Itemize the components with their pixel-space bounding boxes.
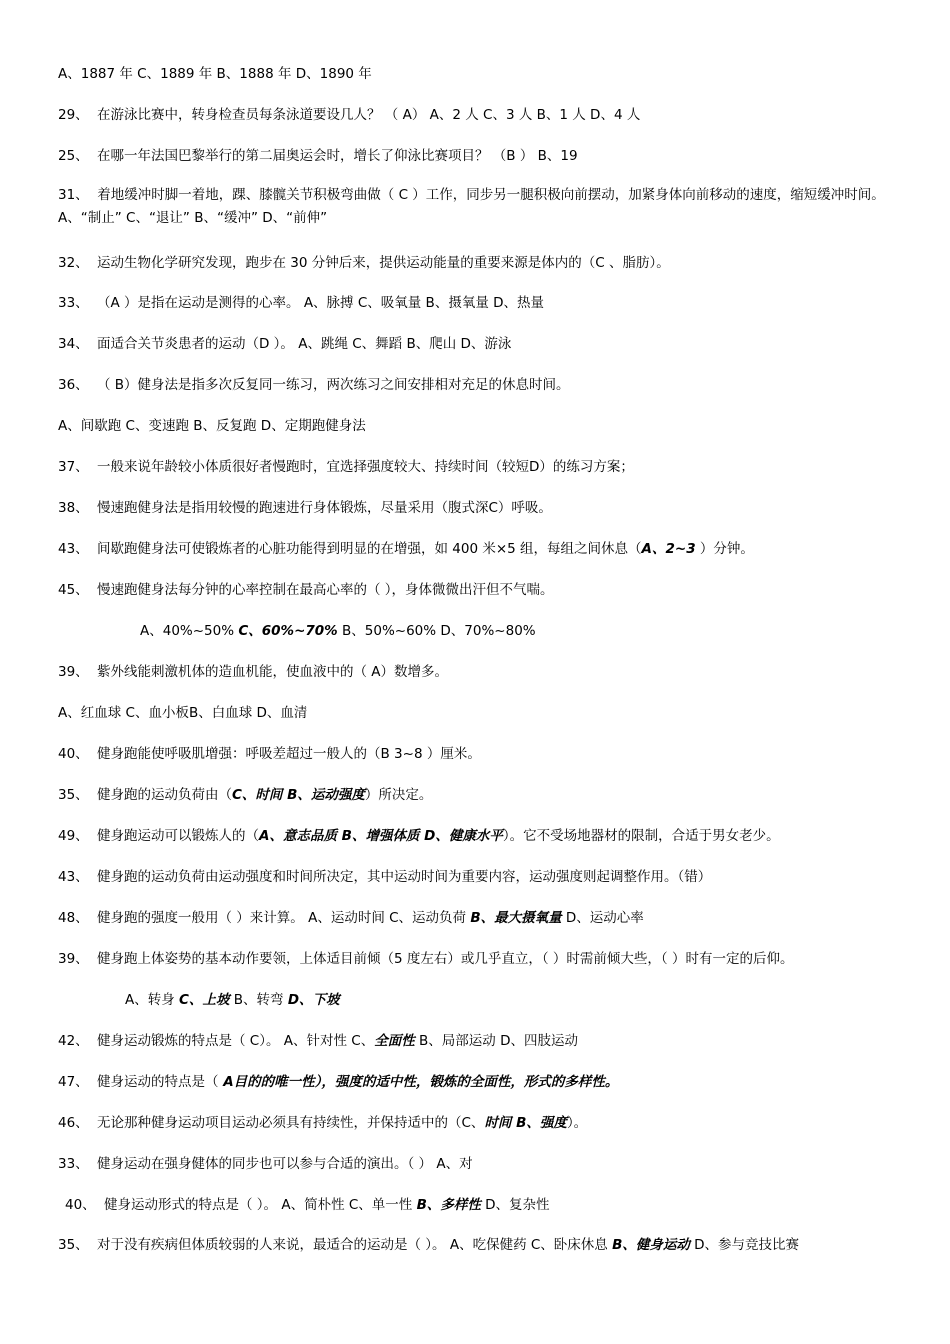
answer-options: A、间歇跑 C、变速跑 B、反复跑 D、定期跑健身法	[58, 418, 366, 434]
question-item	[58, 1236, 799, 1254]
highlighted-answer: 全面性	[374, 1033, 415, 1049]
question-number: 40、	[65, 1197, 96, 1213]
question-text: 健身跑的运动负荷由（	[97, 787, 232, 803]
question-text: B、局部运动 D、四肢运动	[414, 1033, 578, 1049]
question-text: ）。	[566, 1115, 588, 1131]
question-item	[58, 745, 481, 763]
question-item	[58, 376, 570, 394]
question-number: 43、	[58, 541, 89, 557]
question-text: 健身跑的强度一般用（ ）来计算。 A、运动时间 C、运动负荷	[97, 910, 471, 926]
question-text: 面适合关节炎患者的运动（D ）。 A、跳绳 C、舞蹈 B、爬山 D、游泳	[97, 336, 512, 352]
question-item	[58, 909, 644, 927]
question-text: ）所决定。	[364, 787, 433, 803]
question-number: 43、	[58, 869, 89, 885]
question-text: 对于没有疾病但体质较弱的人来说，最适合的运动是（ ）。 A、吃保健药 C、卧床休息	[97, 1237, 613, 1253]
question-number: 36、	[58, 377, 89, 393]
question-text: 健身跑的运动负荷由运动强度和时间所决定，其中运动时间为重要内容，运动强度则起调整作用。（错）	[97, 869, 712, 885]
question-item	[58, 1073, 618, 1091]
question-item	[58, 868, 711, 886]
question-text: ）分钟。	[695, 541, 754, 557]
highlighted-answer: B、多样性	[416, 1197, 481, 1213]
question-item	[58, 786, 432, 804]
question-number: 38、	[58, 500, 89, 516]
answer-options: A、40%~50% C、60%~70% B、50%~60% D、70%~80%	[140, 623, 536, 639]
highlighted-answer: C、时间 B、运动强度	[232, 787, 365, 803]
question-text: 间歇跑健身法可使锻炼者的心脏功能得到明显的在增强，如 400 米×5 组，每组之间休息（	[97, 541, 642, 557]
question-item	[58, 540, 754, 558]
question-text: 紫外线能刺激机体的造血机能，使血液中的（ A）数增多。	[97, 664, 449, 680]
question-item	[58, 294, 544, 312]
question-number: 33、	[58, 1156, 89, 1172]
question-text: D、运动心率	[561, 910, 644, 926]
question-text: 无论那种健身运动项目运动必须具有持续性，并保持适中的（C、	[97, 1115, 485, 1131]
question-text: 健身运动的特点是（	[97, 1074, 219, 1090]
question-text: 着地缓冲时脚一着地，踝、膝髋关节积极弯曲做（ C ）工作，同步另一腿积极向前摆动，加紧身体向前移动的速度，缩短缓冲时间。 A、“制止” C、“退让” B、“缓冲” D、“前伸”	[58, 187, 885, 226]
question-number: 32、	[58, 255, 89, 271]
answer-options: A、红血球 C、血小板B、白血球 D、血清	[58, 705, 308, 721]
question-number: 25、	[58, 148, 89, 164]
question-text: 健身跑上体姿势的基本动作要领，上体适目前倾（5 度左右）或几乎直立，（ ）时需前倾大些，（ ）时有一定的后仰。	[97, 951, 794, 967]
question-number: 37、	[58, 459, 89, 475]
question-number: 35、	[58, 1237, 89, 1253]
question-text: 健身跑能使呼吸肌增强：呼吸差超过一般人的（B 3~8 ）厘米。	[97, 746, 481, 762]
question-item	[58, 499, 552, 517]
question-number: 35、	[58, 787, 89, 803]
question-item	[58, 950, 793, 968]
question-text: （A ）是指在运动是测得的心率。 A、脉搏 C、吸氧量 B、摄氧量 D、热量	[97, 295, 545, 311]
highlighted-answer: C、上坡	[179, 992, 230, 1008]
question-text: 健身运动形式的特点是（ ）。 A、简朴性 C、单一性	[104, 1197, 417, 1213]
question-number: 45、	[58, 582, 89, 598]
question-number: 39、	[58, 951, 89, 967]
highlighted-answer: A、2~3	[641, 541, 696, 557]
question-text: 慢速跑健身法每分钟的心率控制在最高心率的（ ），身体微微出汗但不气喘。	[97, 582, 554, 598]
question-text: 在游泳比赛中，转身检查员每条泳道要设几人？ （ A） A、2 人 C、3 人 B、1 人 D、4 人	[97, 107, 641, 123]
question-number: 29、	[58, 107, 89, 123]
question-item	[58, 1155, 473, 1173]
answer-options: A、转身 C、上坡 B、转弯 D、下坡	[125, 992, 340, 1008]
question-number: 46、	[58, 1115, 89, 1131]
question-number: 33、	[58, 295, 89, 311]
question-text: D、参与竞技比赛	[689, 1237, 800, 1253]
highlighted-answer: A、意志品质 B、增强体质 D、健康水平	[259, 828, 503, 844]
question-item	[58, 663, 448, 681]
question-text: 一般来说年龄较小体质很好者慢跑时，宜选择强度较大、持续时间（较短D）的练习方案；	[97, 459, 634, 475]
question-item	[58, 1114, 587, 1132]
highlighted-answer: A目的的唯一性），强度的适中性，锻炼的全面性，形式的多样性。	[218, 1074, 619, 1090]
question-text: 运动生物化学研究发现，跑步在 30 分钟后来，提供运动能量的重要来源是体内的（C 、脂肪）。	[97, 255, 670, 271]
question-item	[58, 581, 554, 599]
highlighted-answer: B、健身运动	[612, 1237, 690, 1253]
highlighted-answer: 时间 B、强度	[484, 1115, 567, 1131]
question-number: 40、	[58, 746, 89, 762]
question-item	[58, 106, 640, 124]
highlighted-answer: B、最大摄氧量	[470, 910, 562, 926]
question-number: 48、	[58, 910, 89, 926]
question-text: 慢速跑健身法是指用较慢的跑速进行身体锻炼，尽量采用（腹式深C）呼吸。	[97, 500, 552, 516]
question-text: 在哪一年法国巴黎举行的第二届奥运会时，增长了仰泳比赛项目？ （B ） B、19	[97, 148, 578, 164]
question-item	[58, 827, 780, 845]
highlighted-answer: D、下坡	[287, 992, 340, 1008]
question-number: 47、	[58, 1074, 89, 1090]
question-item	[58, 184, 898, 230]
question-text: D、复杂性	[480, 1197, 550, 1213]
question-text: 健身运动在强身健体的同步也可以参与合适的演出。（ ） A、对	[97, 1156, 473, 1172]
question-number: 49、	[58, 828, 89, 844]
question-text: （ B）健身法是指多次反复同一练习，两次练习之间安排相对充足的休息时间。	[97, 377, 570, 393]
question-item	[58, 335, 511, 353]
question-number: 31、	[58, 187, 89, 203]
question-number: 42、	[58, 1033, 89, 1049]
question-number: 34、	[58, 336, 89, 352]
question-item	[58, 458, 634, 476]
highlighted-answer: C、60%~70%	[238, 623, 338, 639]
question-item	[58, 254, 670, 272]
question-text: 健身跑运动可以锻炼人的（	[97, 828, 259, 844]
question-number: 39、	[58, 664, 89, 680]
question-item	[65, 1196, 550, 1214]
answer-options: A、1887 年 C、1889 年 B、1888 年 D、1890 年	[58, 66, 372, 82]
question-item	[58, 147, 578, 165]
question-item	[58, 1032, 578, 1050]
question-text: ）。它不受场地器材的限制，合适于男女老少。	[502, 828, 780, 844]
question-text: 健身运动锻炼的特点是（ C）。 A、针对性 C、	[97, 1033, 375, 1049]
